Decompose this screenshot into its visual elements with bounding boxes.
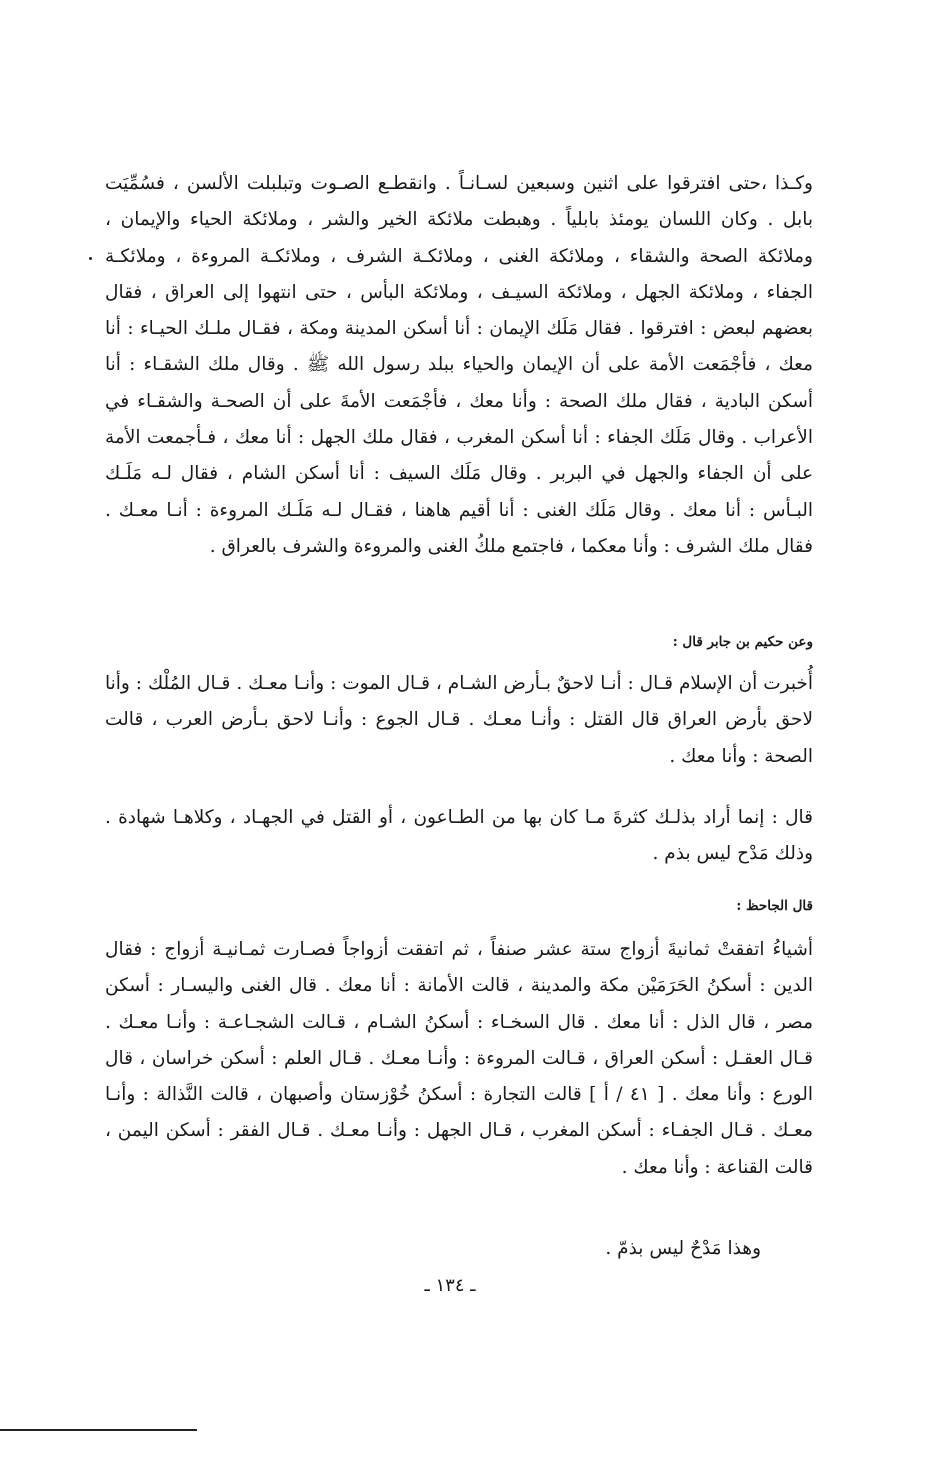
paragraph-angels-iraq bbox=[105, 166, 813, 565]
section-heading-hakim: وعن حكيم بن جابر قال : bbox=[672, 634, 813, 650]
paragraph-text: وكـذا ،حتى افترقوا على اثنين وسبعين لسـانـاً . وانقطـع الصـوت وتبلبلت الألسن ، فسُمِّيَت بابل . وكان اللسان يومئذ بابلياً . وهبطت ملائكة الخير والشر ، وملائكة الحياء والإيمان ، وملائكة الصحة والشقاء ، وملائكة الغنى ، وملائكـة الشرف ، وملائكـة المروءة ، وملائكـة الجفاء ، وملائكة الجهل ، وملائكة السيـف ، وملائكة البأس ، حتى انتهوا إلى العراق ، فقال بعضهم لبعض : افترقوا . فقال مَلَك الإيمان : أنا أسكن المدينة ومكة ، فقـال ملـك الحيـاء : أنا معك ، فأجْمَعت الأمة على أن الإيمان والحياء ببلد رسول الله ﷺ . وقال ملك الشقـاء : أنا أسكن البادية ، فقال ملك الصحة : وأنا معك ، فأجْمَعت الأمةَ على أن الصحـة والشقـاء في الأعراب . وقال مَلَك الجفاء : أنا أسكن المغرب ، فقال ملك الجهل : أنا معك ، فـأجمعت الأمة على أن الجفاء والجهل في البربر . وقال مَلَك السيف : أنا أسكن الشام ، فقال لـه مَلَـك البـأس : أنا معك . وقال مَلَك الغنى : أنا أقيم هاهنا ، فقـال لـه مَلَـك المروءة : أنـا معـك . فقال ملك الشرف : وأنا معكما ، فاجتمع ملكُ الغنى والمروءة والشرف بالعراق . bbox=[105, 173, 813, 557]
paragraph-islam-sham bbox=[105, 666, 813, 775]
section-heading-jahiz: قال الجاحظ : bbox=[736, 898, 813, 914]
margin-dot bbox=[89, 257, 92, 260]
paragraph-eight-pairs bbox=[105, 932, 813, 1186]
paragraph-text: أشياءُ اتفقتْ ثمانيةَ أزواج ستة عشر صنفاً ، ثم اتفقت أزواجاً فصـارت ثمـانيـة أزواج : فقال الدين : أسكنُ الحَرَمَيْن مكة والمدينة ، قالت الأمانة : أنا معك . قال الغنى واليسـار : أسكن مصر ، قال الذل : أنا معك . قال السخـاء : أسكنُ الشـام ، قـالت الشجـاعـة : وأنـا معـك . قـال العقـل : أسكن العراق ، قـالت المروءة : وأنـا معـك . قـال العلم : أسكن خراسان ، قال الورع : وأنا معك . [ ٤١ / أ ] قالت التجارة : أسكنُ خُوْزستان وأصبهان ، قالت النَّذالة : وأنـا معـك . قـال الجفـاء : أسكن المغرب ، قـال الجهل : وأنـا معـك . قـال الفقر : أسكن اليمن ، قالت القناعة : وأنا معك . bbox=[105, 939, 813, 1178]
paragraph-plague-commentary bbox=[105, 800, 813, 873]
closing-line: وهذا مَدْحٌ ليس بذمّ . bbox=[605, 1238, 761, 1259]
paragraph-text: قال : إنما أراد بذلـك كثرةَ مـا كان بها من الطـاعون ، أو القتل في الجهـاد ، وكلاهـا شهادة . وذلك مَدْح ليس بذم . bbox=[105, 807, 813, 865]
page-number: ـ ١٣٤ ـ bbox=[424, 1275, 476, 1296]
paragraph-text: أُخبرت أن الإسلام قـال : أنـا لاحقٌ بـأرض الشـام ، قـال الموت : وأنـا معـك . قـال المُلْك : وأنا لاحق بأرض العراق قال القتل : وأنـا معـك . قـال الجوع : وأنـا لاحق بـأرض العرب ، قالت الصحة : وأنا معك . bbox=[105, 673, 813, 767]
footer-rule bbox=[0, 1429, 197, 1431]
